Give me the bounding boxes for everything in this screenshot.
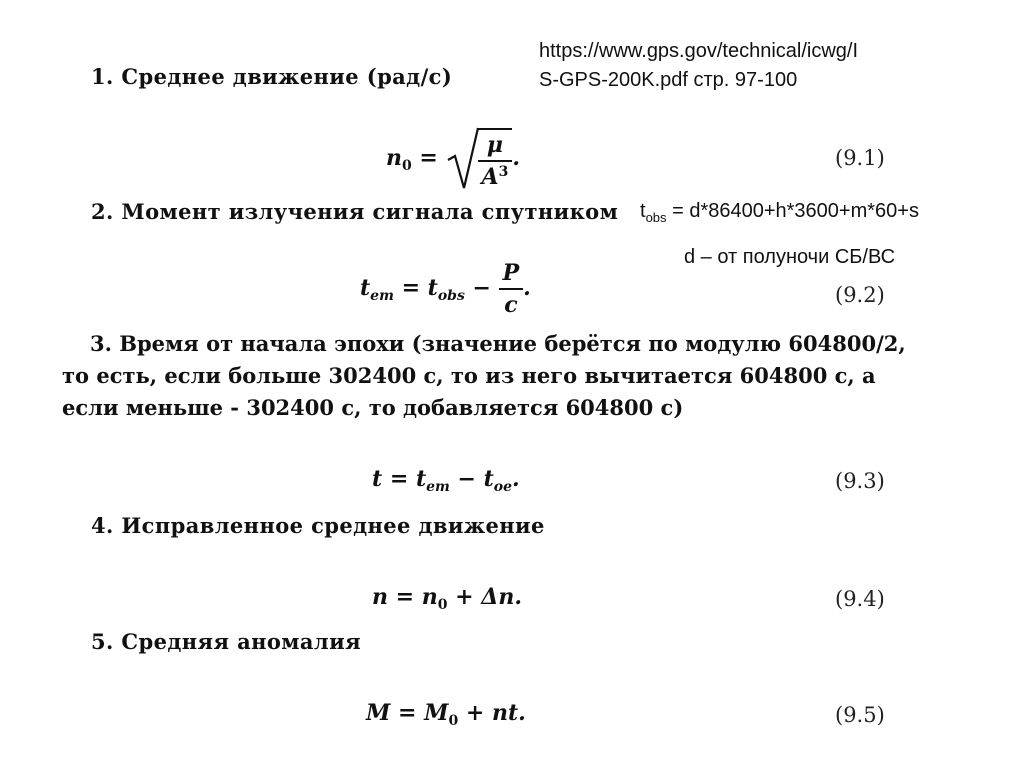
- d-definition-note: d – от полуночи СБ/ВС: [684, 246, 896, 268]
- tobs-formula-note: $t_{obs} = d*86400+h*3600+m*60+s$: [640, 200, 919, 225]
- eq-number-9-1: (9.1): [835, 146, 885, 170]
- step-3-line-1: 3. Время от начала эпохи (значение берётся по модулю 604800/2,: [90, 331, 906, 356]
- step-3-line-2: то есть, если больше 302400 с, то из него вычитается 604800 с, а: [62, 363, 876, 388]
- sqrt-sign-icon: [446, 126, 480, 192]
- step-3-line-3: если меньше - 302400 с, то добавляется 604800 с): [62, 395, 684, 420]
- eq-number-9-4: (9.4): [835, 587, 885, 611]
- eq-number-9-3: (9.3): [835, 469, 885, 493]
- step-4-heading: 4. Исправленное среднее движение: [91, 513, 545, 538]
- fraction-mu-over-a3: $\frac{\mu}{A^3}$: [478, 132, 513, 190]
- eq-number-9-5: (9.5): [835, 703, 885, 727]
- equation-9-2: $t_{em} = t_{obs}$ − $\frac{P}{c}$ .: [360, 260, 531, 318]
- fraction-p-over-c: $\frac{P}{c}$: [499, 260, 524, 318]
- eq-number-9-2: (9.2): [835, 283, 885, 307]
- equation-9-4: $n = n_0 + \Delta n$.: [372, 584, 523, 613]
- equation-9-5: $M = M_0$ + nt.: [366, 700, 526, 729]
- step-3-heading: [62, 328, 906, 424]
- step-1-heading: 1. Среднее движение (рад/с): [91, 64, 453, 89]
- source-url-line-2: S-GPS-200K.pdf стр. 97-100: [539, 69, 798, 91]
- source-url-line-1: https://www.gps.gov/technical/icwg/I: [539, 40, 859, 62]
- equation-9-3: $t = t_{em} - t_{oe}$.: [372, 466, 520, 495]
- equation-9-1: $n_0$ = $\frac{\mu}{A^3}$ .: [386, 126, 520, 192]
- step-2-heading: 2. Момент излучения сигнала спутником: [91, 199, 619, 224]
- step-5-heading: 5. Средняя аномалия: [91, 629, 362, 654]
